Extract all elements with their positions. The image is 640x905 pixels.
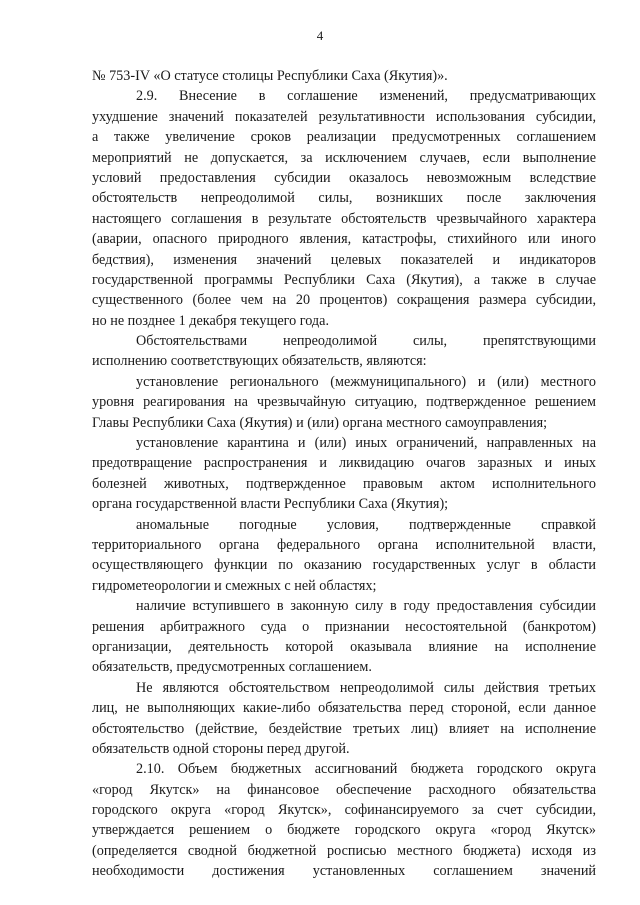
text-line: ухудшение значений показателей результативности использования субсидии, (92, 108, 596, 125)
text-line: Не являются обстоятельством непреодолимой силы действия третьих (136, 679, 596, 696)
text-line: № 753-IV «О статусе столицы Республики Саха (Якутия)». (92, 68, 448, 84)
text-line: (определяется сводной бюджетной росписью местного бюджета) исходя из (92, 842, 596, 859)
text-line: «город Якутск» на финансовое обеспечение расходного обязательства (92, 781, 596, 798)
text-line: наличие вступившего в законную силу в году предоставления субсидии (136, 598, 596, 615)
page-number: 4 (316, 28, 324, 43)
text-line: 2.9. Внесение в соглашение изменений, предусматривающих (136, 88, 596, 105)
text-line: установление карантина и (или) иных ограничений, направленных на (136, 435, 596, 452)
text-line: настоящего соглашения в результате обстоятельств чрезвычайного характера (92, 210, 596, 227)
text-line: обстоятельств непреодолимой силы, возникших после заключения (92, 190, 596, 207)
text-line: 2.10. Объем бюджетных ассигнований бюджета городского округа (136, 761, 596, 778)
text-line: условий предоставления субсидии оказалось невозможным вследствие (92, 169, 596, 186)
text-line: а также увеличение сроков реализации предусмотренных соглашением (92, 129, 596, 146)
text-line: (аварии, опасного природного явления, катастрофы, стихийного или иного (92, 231, 596, 248)
text-line: организации, деятельность которой оказывала влияние на исполнение (92, 638, 596, 655)
text-line: аномальные погодные условия, подтвержденные справкой (136, 516, 596, 533)
text-line: решения арбитражного суда о признании несостоятельной (банкротом) (92, 618, 596, 635)
text-line: городского округа «город Якутск», софинансируемого за счет субсидии, (92, 802, 596, 819)
text-line: органа государственной власти Республики Саха (Якутия); (92, 496, 449, 513)
text-line: лиц, не выполняющих какие-либо обязательства перед стороной, если данное (92, 700, 596, 717)
text-line: обязательств, предусмотренных соглашением. (92, 659, 372, 676)
text-line: бедствия), изменения значений целевых показателей и индикаторов (92, 251, 596, 268)
text-line: Главы Республики Саха (Якутия) и (или) органа местного самоуправления; (92, 414, 548, 431)
text-line: предотвращение распространения и ликвидацию очагов заразных и иных (92, 455, 596, 472)
text-line: осуществляющего функции по оказанию государственных услуг в области (92, 557, 596, 574)
text-line: но не позднее 1 декабря текущего года. (92, 312, 329, 329)
text-line: гидрометеорологии и смежных с ней областях; (92, 577, 377, 594)
text-line: существенного (более чем на 20 процентов) сокращения размера субсидии, (92, 292, 596, 309)
text-line: необходимости достижения установленных соглашением значений (92, 863, 596, 880)
text-line: обстоятельство (действие, бездействие третьих лиц) влияет на исполнение (92, 720, 596, 737)
text-line: государственной программы Республики Саха (Якутия), а также в случае (92, 271, 596, 288)
text-line: исполнению соответствующих обязательств, являются: (92, 353, 427, 370)
text-line: установление регионального (межмуниципального) и (или) местного (136, 373, 596, 390)
text-line: уровня реагирования на чрезвычайную ситуацию, подтвержденное решением (92, 394, 596, 411)
document-body (92, 66, 596, 882)
text-line: Обстоятельствами непреодолимой силы, препятствующими (136, 333, 596, 350)
text-line: территориального органа федерального органа исполнительной власти, (92, 536, 596, 553)
text-line: болезней животных, подтвержденное правовым актом исполнительного (92, 475, 596, 492)
text-line: утверждается решением о бюджете городского округа «город Якутск» (92, 822, 596, 839)
text-line: мероприятий не допускается, за исключением случаев, если выполнение (92, 149, 596, 166)
text-line: обязательств одной стороны перед другой. (92, 740, 350, 757)
